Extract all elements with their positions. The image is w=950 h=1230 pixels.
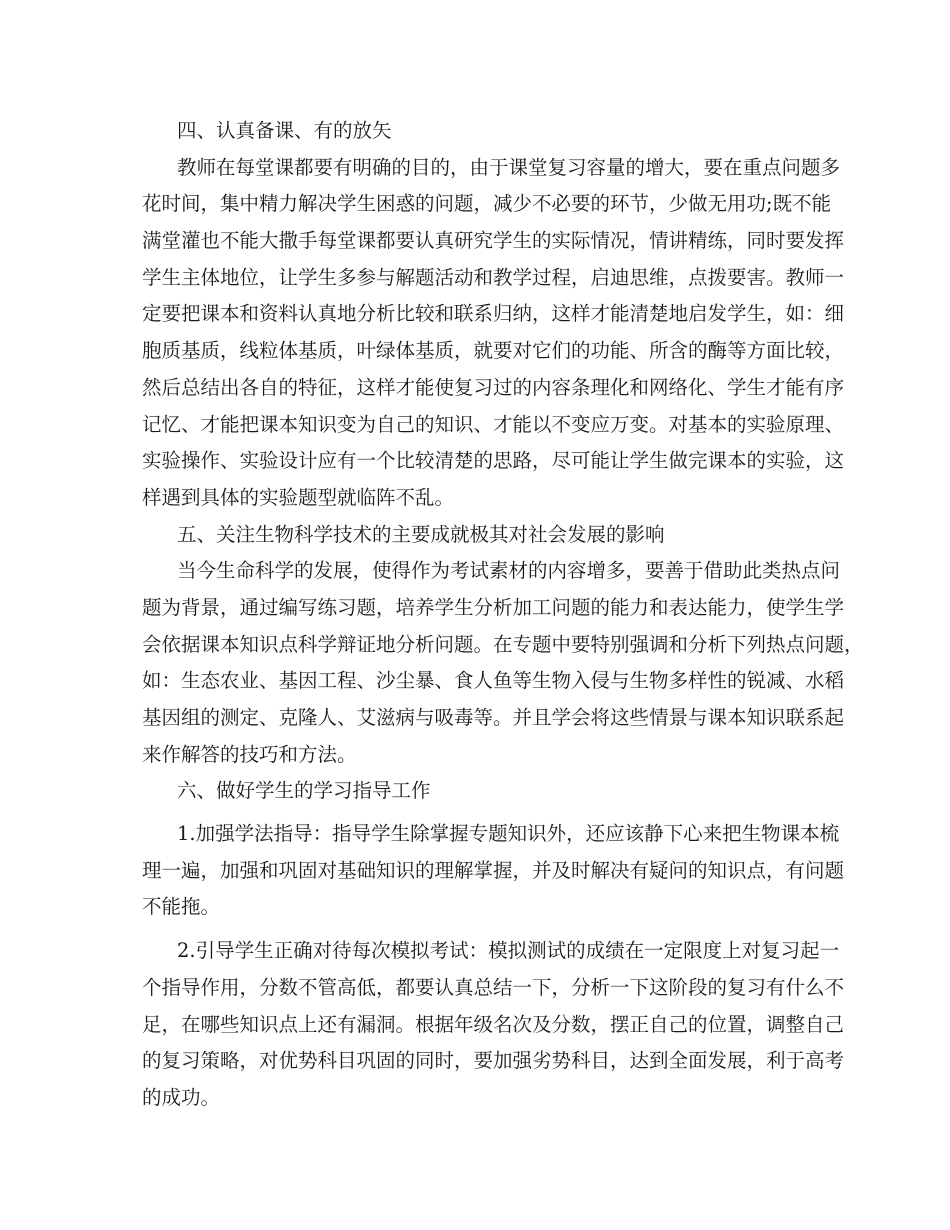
paragraph-line: 花时间，集中精力解决学生困惑的问题，减少不必要的环节，少做无用功;既不能: [142, 192, 832, 216]
paragraph-line: 会依据课本知识点科学辩证地分析问题。在专题中要特别强调和分析下列热点问题，: [142, 632, 864, 656]
list-item-1-line: 1.加强学法指导：指导学生除掌握专题知识外，还应该静下心来把生物课本梳: [177, 822, 840, 846]
list-item-1-line: 不能拖。: [142, 895, 221, 919]
paragraph-line: 基因组的测定、克隆人、艾滋病与吸毒等。并且学会将这些情景与课本知识联系起: [142, 706, 845, 729]
paragraph-line: 题为背景，通过编写练习题，培养学生分析加工问题的能力和表达能力，使学生学: [142, 595, 845, 619]
paragraph-line: 如：生态农业、基因工程、沙尘暴、食人鱼等生物入侵与生物多样性的锐减、水稻: [142, 669, 845, 693]
list-item-2-line: 2.引导学生正确对待每次模拟考试：模拟测试的成绩在一定限度上对复习起一: [177, 939, 840, 963]
section-heading-4: 四、认真备课、有的放矢: [177, 119, 392, 142]
paragraph-line: 满堂灌也不能大撒手每堂课都要认真研究学生的实际情况，情讲精练，同时要发挥: [142, 229, 845, 253]
paragraph-line: 样遇到具体的实验题型就临阵不乱。: [142, 485, 455, 509]
paragraph-line: 教师在每堂课都要有明确的目的，由于课堂复习容量的增大，要在重点问题多: [177, 155, 841, 179]
list-item-2-line: 足，在哪些知识点上还有漏洞。根据年级名次及分数，摆正自己的位置，调整自己: [142, 1012, 845, 1036]
paragraph-line: 胞质基质，线粒体基质，叶绿体基质，就要对它们的功能、所含的酶等方面比较，: [142, 339, 845, 363]
list-item-2-line: 个指导作用，分数不管高低，都要认真总结一下，分析一下这阶段的复习有什么不: [142, 975, 845, 999]
paragraph-line: 记忆、才能把课本知识变为自己的知识、才能以不变应万变。对基本的实验原理、: [142, 412, 845, 436]
paragraph-line: 实验操作、实验设计应有一个比较清楚的思路，尽可能让学生做完课本的实验，这: [142, 449, 845, 473]
paragraph-line: 来作解答的技巧和方法。: [142, 742, 357, 766]
paragraph-line: 然后总结出各自的特征，这样才能使复习过的内容条理化和网络化、学生才能有序: [142, 375, 845, 399]
section-heading-5: 五、关注生物科学技术的主要成就极其对社会发展的影响: [177, 522, 665, 546]
list-item-2-line: 的成功。: [142, 1085, 221, 1109]
section-heading-6: 六、做好学生的学习指导工作: [177, 779, 431, 803]
paragraph-line: 当今生命科学的发展，使得作为考试素材的内容增多，要善于借助此类热点问: [177, 559, 841, 583]
list-item-2-line: 的复习策略，对优势科目巩固的同时，要加强劣势科目，达到全面发展，利于高考: [142, 1049, 845, 1073]
document-body: [142, 113, 864, 1117]
list-item-1-line: 理一遍，加强和巩固对基础知识的理解掌握，并及时解决有疑问的知识点，有问题: [142, 858, 845, 882]
paragraph-line: 学生主体地位，让学生多参与解题活动和教学过程，启迪思维，点拨要害。教师一: [142, 265, 845, 289]
paragraph-line: 定要把课本和资料认真地分析比较和联系归纳，这样才能清楚地启发学生，如：细: [142, 302, 845, 326]
